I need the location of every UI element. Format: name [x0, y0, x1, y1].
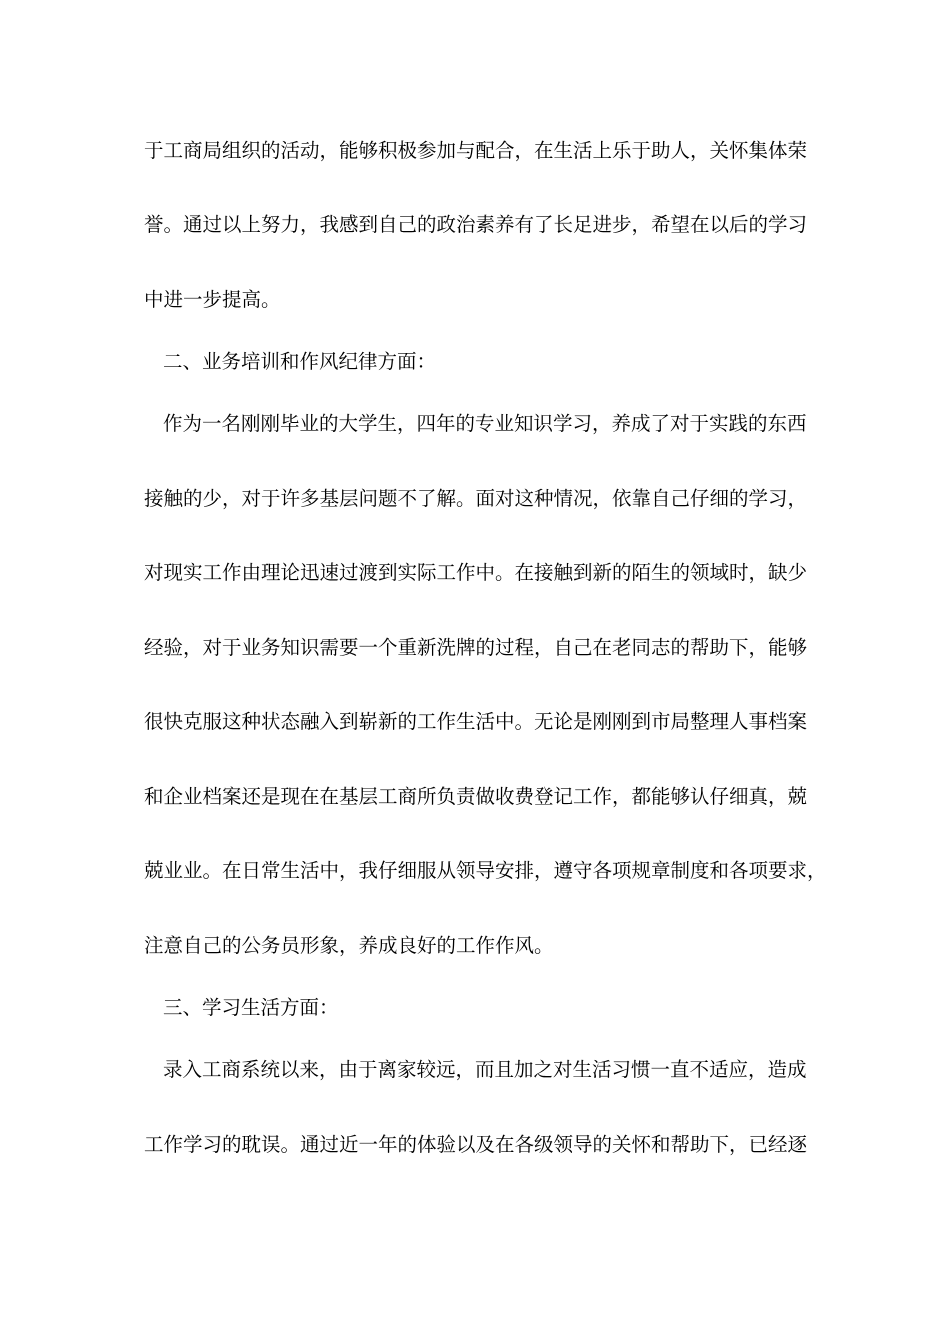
text-line: 于工商局组织的活动，能够积极参加与配合，在生活上乐于助人，关怀集体荣: [144, 139, 808, 162]
text-line: 很快克服这种状态融入到崭新的工作生活中。无论是刚刚到市局整理人事档案: [144, 710, 808, 733]
paragraph-first-line: 录入工商系统以来，由于离家较远，而且加之对生活习惯一直不适应，造成: [163, 1058, 807, 1081]
section-heading: 二、业务培训和作风纪律方面：: [163, 350, 437, 373]
text-line: 工作学习的耽误。通过近一年的体验以及在各级领导的关怀和帮助下，已经逐: [144, 1133, 808, 1156]
text-line: 誉。通过以上努力，我感到自己的政治素养有了长足进步，希望在以后的学习: [144, 213, 808, 236]
paragraph-first-line: 作为一名刚刚毕业的大学生，四年的专业知识学习，养成了对于实践的东西: [163, 412, 807, 435]
text-line: 兢业业。在日常生活中，我仔细服从领导安排，遵守各项规章制度和各项要求，: [144, 859, 827, 882]
text-line: 对现实工作由理论迅速过渡到实际工作中。在接触到新的陌生的领域时，缺少: [144, 561, 808, 584]
text-line: 中进一步提高。: [144, 288, 281, 311]
text-line: 和企业档案还是现在在基层工商所负责做收费登记工作，都能够认仔细真，兢: [144, 785, 808, 808]
text-line: 接触的少，对于许多基层问题不了解。面对这种情况，依靠自己仔细的学习，: [144, 487, 808, 510]
section-heading: 三、学习生活方面：: [163, 996, 339, 1019]
text-line: 经验，对于业务知识需要一个重新洗牌的过程，自己在老同志的帮助下，能够: [144, 636, 808, 659]
text-line: 注意自己的公务员形象，养成良好的工作作风。: [144, 934, 554, 957]
